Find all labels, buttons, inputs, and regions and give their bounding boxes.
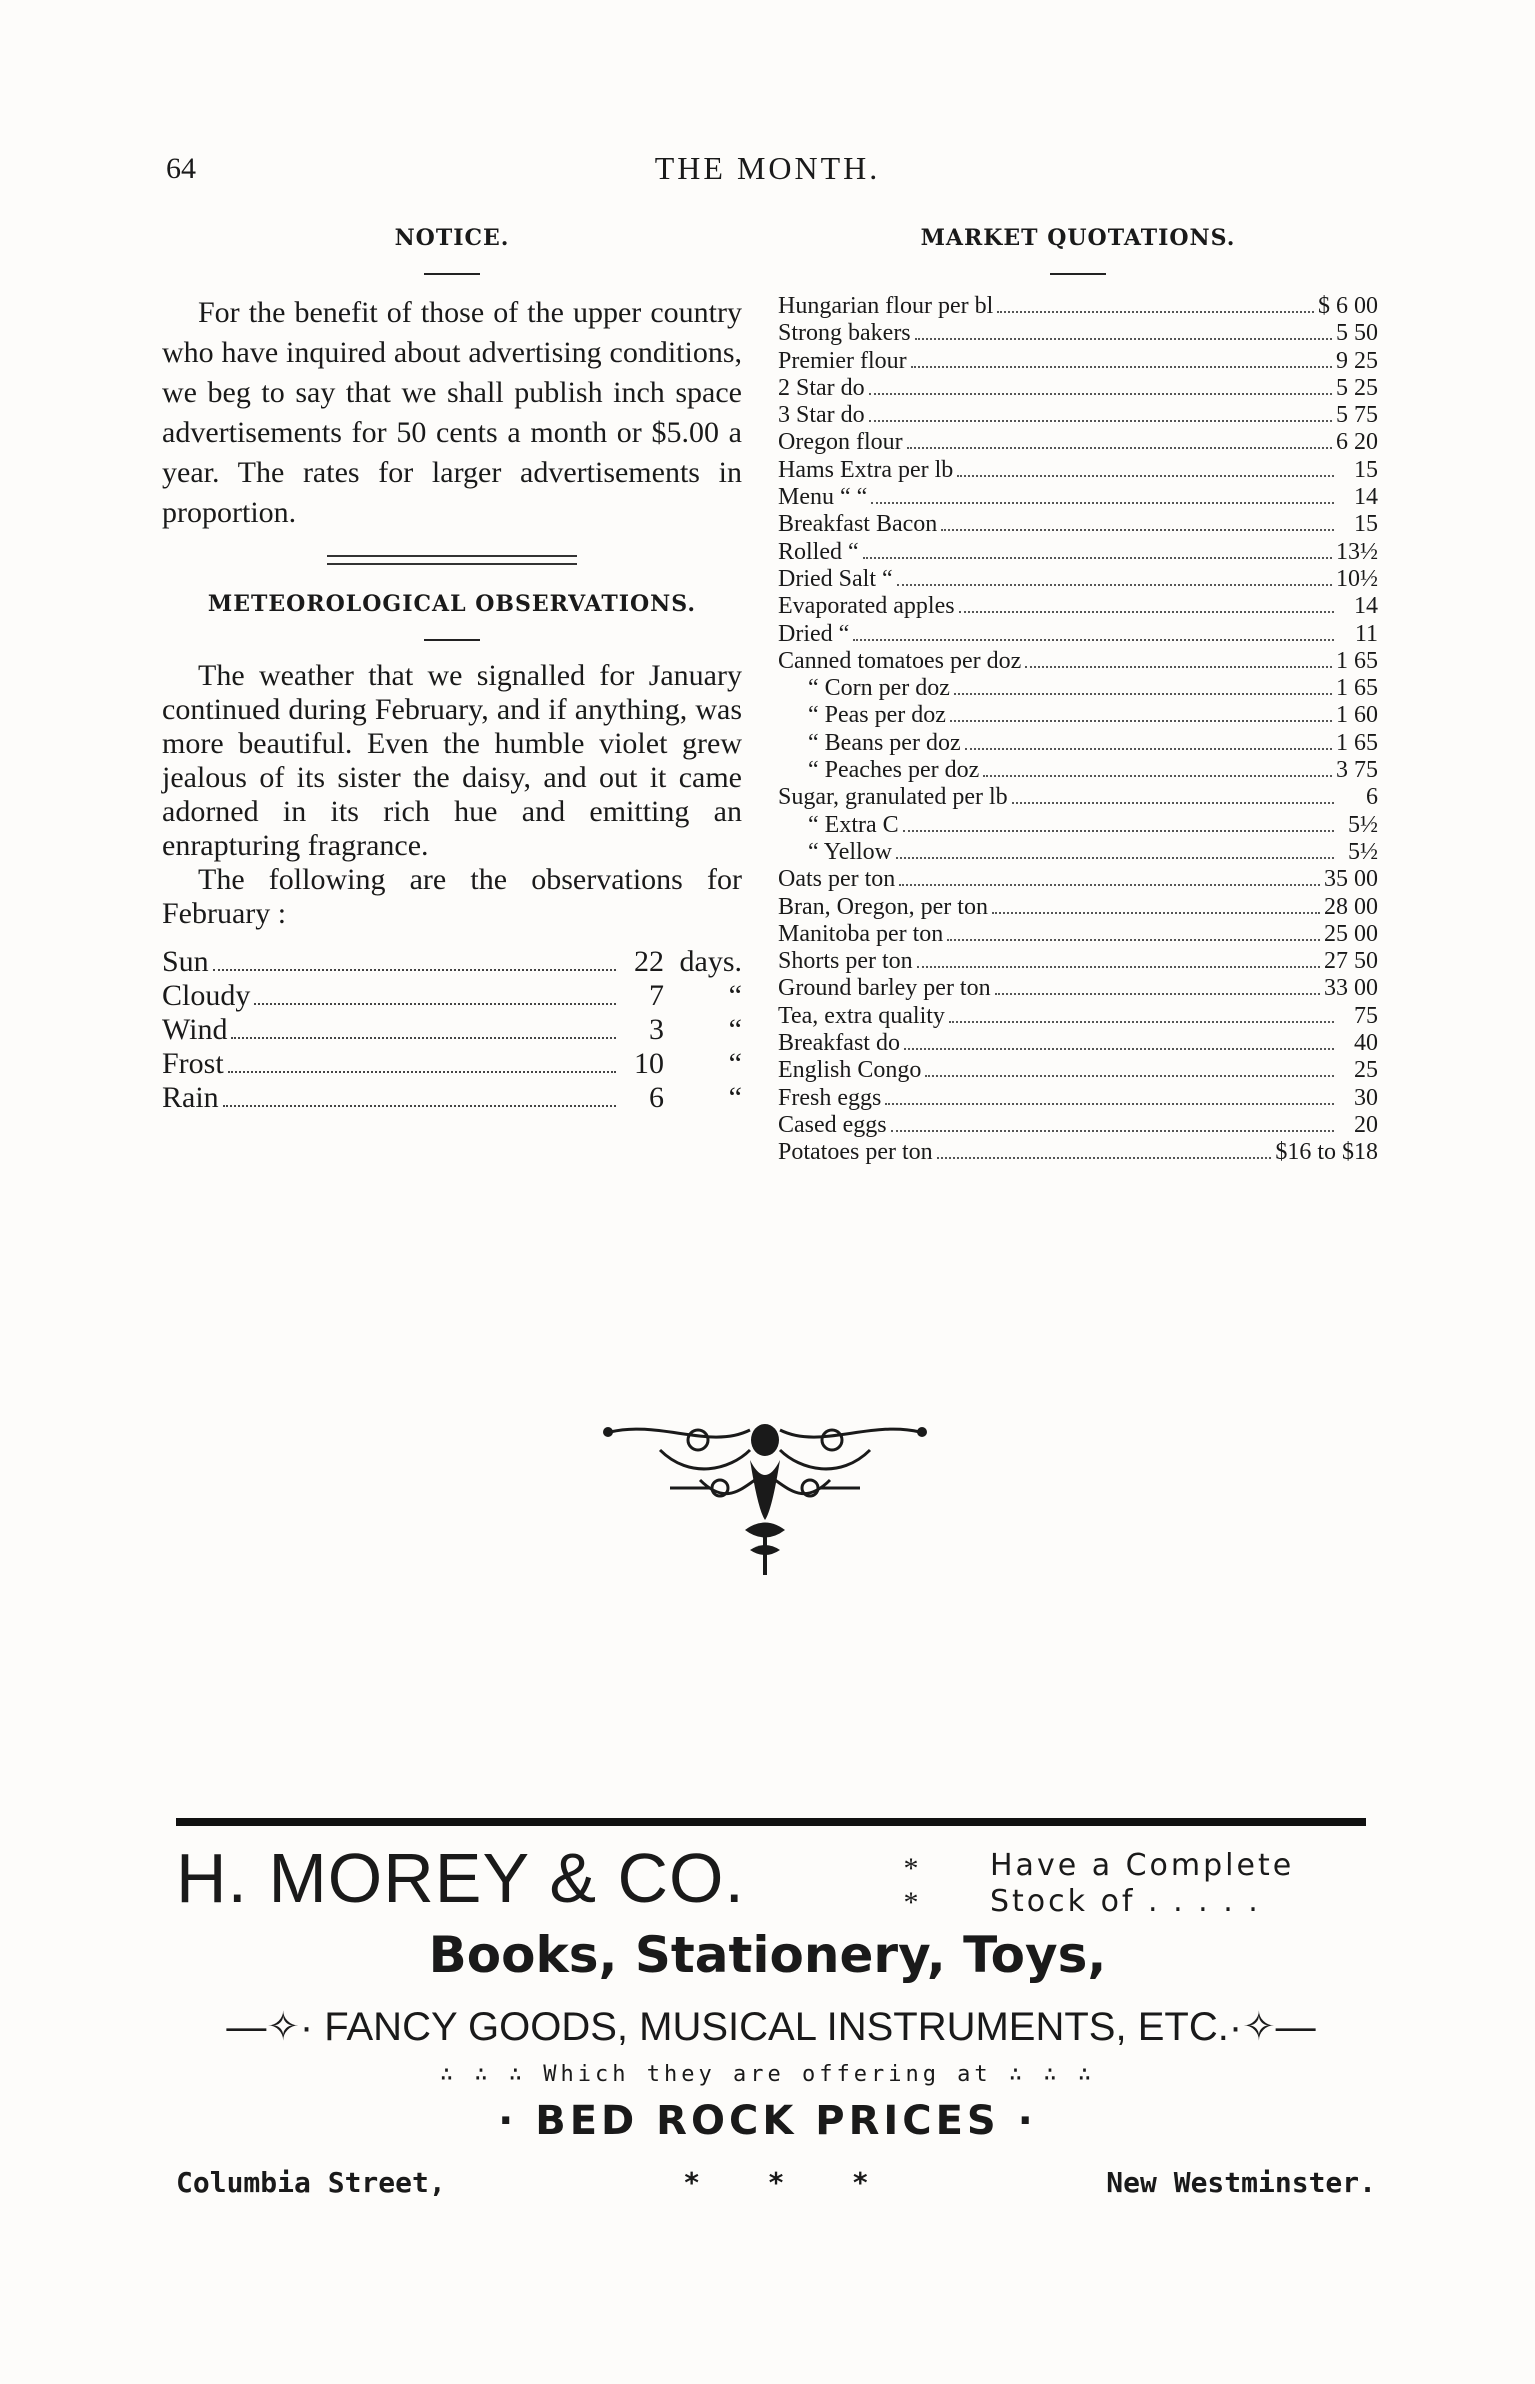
table-row — [778, 866, 1378, 893]
asterisk-icon: * * * — [683, 2166, 869, 2199]
table-row — [778, 1112, 1378, 1139]
prices-line: · BED ROCK PRICES · — [498, 2098, 1037, 2144]
table-row — [778, 621, 1378, 648]
market-heading: MARKET QUOTATIONS. — [920, 225, 1236, 251]
table-row — [778, 730, 1378, 757]
quotation-price: 6 20 — [1336, 429, 1378, 456]
quotation-price: 27 50 — [1324, 948, 1378, 975]
quotation-price: 5½ — [1348, 838, 1378, 865]
table-row — [778, 1003, 1378, 1030]
leader-dots — [885, 1103, 1334, 1105]
quotation-label: Fresh eggs — [778, 1084, 882, 1111]
quotation-price: 15 — [1354, 456, 1378, 483]
quotation-label: “ Yellow — [808, 838, 893, 865]
double-divider — [327, 555, 577, 565]
table-row — [778, 375, 1378, 402]
table-row — [778, 293, 1378, 320]
quotation-label: “ Peaches per doz — [808, 757, 980, 784]
quotation-label: Breakfast Bacon — [778, 511, 938, 538]
leader-dots — [995, 993, 1320, 995]
quotation-price: 15 — [1354, 511, 1378, 538]
address-line — [176, 2166, 1376, 2199]
table-row — [162, 1081, 742, 1115]
quotation-price: $16 to $18 — [1275, 1139, 1378, 1166]
observation-label: Cloudy — [162, 979, 251, 1012]
quotation-label: Breakfast do — [778, 1030, 900, 1057]
quotation-price: 5½ — [1348, 811, 1378, 838]
address-city: New Westminster. — [1106, 2166, 1376, 2199]
quotation-label: “ Extra C — [808, 811, 899, 838]
notice-heading: NOTICE. — [394, 225, 510, 251]
table-row — [778, 1057, 1378, 1084]
table-row — [778, 702, 1378, 729]
table-row — [778, 948, 1378, 975]
ornament-icon — [600, 1410, 930, 1580]
quotation-price: 35 00 — [1324, 866, 1378, 893]
offering-line: ∴ ∴ ∴ Which they are offering at ∴ ∴ ∴ — [439, 2062, 1096, 2087]
leader-dots — [871, 502, 1334, 504]
observation-label: Rain — [162, 1081, 219, 1114]
divider — [1050, 273, 1106, 275]
leader-dots — [899, 884, 1320, 886]
leader-dots — [863, 557, 1332, 559]
table-row — [778, 457, 1378, 484]
table-row — [778, 402, 1378, 429]
leader-dots — [1025, 666, 1332, 668]
table-row — [778, 839, 1378, 866]
leader-dots — [228, 1071, 616, 1073]
quotation-label: “ Beans per doz — [808, 729, 961, 756]
stock-line: Stock of . . . . . — [990, 1884, 1261, 1919]
table-row — [778, 1139, 1378, 1166]
table-row — [778, 566, 1378, 593]
quotation-price: 10½ — [1336, 565, 1378, 592]
leader-dots — [997, 311, 1314, 313]
table-row — [778, 1085, 1378, 1112]
market-quotations-list — [778, 293, 1378, 1167]
leader-dots — [983, 775, 1332, 777]
observation-unit: “ — [728, 1081, 742, 1114]
table-row — [778, 812, 1378, 839]
leader-dots — [907, 447, 1332, 449]
leader-dots — [992, 912, 1320, 914]
page-number: 64 — [166, 152, 196, 185]
table-row — [778, 511, 1378, 538]
quotation-label: Oats per ton — [778, 866, 896, 893]
leader-dots — [896, 857, 1334, 859]
quotation-price: 40 — [1354, 1030, 1378, 1057]
quotation-label: 3 Star do — [778, 402, 865, 429]
quotation-price: 25 00 — [1324, 920, 1378, 947]
quotation-label: Cased eggs — [778, 1111, 887, 1138]
quotation-price: 1 60 — [1336, 702, 1378, 729]
observation-value: 10 — [634, 1047, 664, 1080]
quotation-price: 75 — [1354, 1002, 1378, 1029]
table-row — [778, 757, 1378, 784]
table-row — [778, 921, 1378, 948]
running-title: THE MONTH. — [654, 150, 881, 186]
table-row — [778, 784, 1378, 811]
leader-dots — [947, 939, 1320, 941]
leader-dots — [254, 1003, 616, 1005]
leader-dots — [957, 475, 1334, 477]
leader-dots — [223, 1105, 616, 1107]
meteorological-paragraph: The weather that we signalled for January continued during February, and if anything, was more beautiful. Even the humble violet grew jealous of its sister the daisy, and out it came adorned in its rich hue and emitting an enrapturing fragrance. — [162, 659, 742, 862]
table-row — [778, 1030, 1378, 1057]
left-column — [162, 225, 742, 1115]
address-street: Columbia Street, — [176, 2166, 446, 2199]
quotation-price: 6 — [1366, 784, 1378, 811]
quotation-label: 2 Star do — [778, 374, 865, 401]
table-row — [162, 945, 742, 979]
divider — [424, 639, 480, 641]
right-column — [778, 225, 1378, 1167]
quotation-price: 5 75 — [1336, 402, 1378, 429]
stock-line: Have a Complete — [990, 1848, 1295, 1883]
table-row — [778, 429, 1378, 456]
quotation-price: 3 75 — [1336, 757, 1378, 784]
quotation-price: 28 00 — [1324, 893, 1378, 920]
divider — [424, 273, 480, 275]
table-row — [778, 484, 1378, 511]
table-row — [778, 348, 1378, 375]
quotation-label: Ground barley per ton — [778, 975, 991, 1002]
quotation-price: 25 — [1354, 1057, 1378, 1084]
leader-dots — [853, 639, 1334, 641]
quotation-label: Potatoes per ton — [778, 1139, 933, 1166]
meteorological-heading: METEOROLOGICAL OBSERVATIONS. — [207, 591, 697, 617]
leader-dots — [1012, 802, 1334, 804]
quotation-price: 1 65 — [1336, 647, 1378, 674]
quotation-price: $ 6 00 — [1318, 293, 1378, 319]
quotation-price: 20 — [1354, 1111, 1378, 1138]
observation-label: Sun — [162, 945, 209, 978]
quotation-label: Strong bakers — [778, 320, 911, 347]
meteorological-intro: The following are the observations for February : — [162, 863, 742, 930]
quotation-price: 13½ — [1336, 538, 1378, 565]
quotation-label: Shorts per ton — [778, 948, 913, 975]
leader-dots — [891, 1130, 1334, 1132]
leader-dots — [925, 1075, 1334, 1077]
quotation-price: 33 00 — [1324, 975, 1378, 1002]
leader-dots — [231, 1037, 616, 1039]
quotation-label: Canned tomatoes per doz — [778, 647, 1022, 674]
advertiser-name: H. MOREY & CO. — [176, 1839, 745, 1917]
leader-dots — [869, 393, 1332, 395]
observation-value: 7 — [649, 979, 664, 1012]
goods-line: —✧· FANCY GOODS, MUSICAL INSTRUMENTS, ETC.·✧— — [226, 2005, 1316, 2049]
quotation-price: 9 25 — [1336, 347, 1378, 374]
quotation-label: Hams Extra per lb — [778, 456, 954, 483]
table-row — [778, 320, 1378, 347]
leader-dots — [915, 338, 1332, 340]
leader-dots — [941, 529, 1334, 531]
quotation-price: 5 25 — [1336, 374, 1378, 401]
quotation-price: 1 65 — [1336, 729, 1378, 756]
table-row — [778, 675, 1378, 702]
quotation-label: Dried “ — [778, 620, 850, 647]
leader-dots — [937, 1157, 1272, 1159]
leader-dots — [965, 748, 1332, 750]
table-row — [162, 1047, 742, 1081]
leader-dots — [954, 693, 1332, 695]
quotation-label: Oregon flour — [778, 429, 903, 456]
observation-label: Frost — [162, 1047, 224, 1080]
leader-dots — [897, 584, 1332, 586]
quotation-label: Manitoba per ton — [778, 920, 944, 947]
quotation-label: Premier flour — [778, 347, 907, 374]
quotation-label: Tea, extra quality — [778, 1002, 945, 1029]
leader-dots — [903, 830, 1334, 832]
quotation-label: Dried Salt “ — [778, 565, 893, 592]
table-row — [778, 894, 1378, 921]
quotation-label: Hungarian flour per bl — [778, 293, 994, 319]
notice-text: For the benefit of those of the upper country who have inquired about advertising conditions, we beg to say that we shall publish inch space advertisements for 50 cents a month or $5.00 a year. The rates for larger advertisements in proportion. — [162, 296, 742, 529]
quotation-label: “ Peas per doz — [808, 702, 946, 729]
observation-value: 6 — [649, 1081, 664, 1114]
leader-dots — [911, 366, 1332, 368]
table-row — [778, 975, 1378, 1002]
quotation-price: 5 50 — [1336, 320, 1378, 347]
asterisk-icon: * * — [903, 1852, 919, 1919]
quotation-label: Sugar, granulated per lb — [778, 784, 1008, 811]
leader-dots — [950, 720, 1332, 722]
table-row — [162, 979, 742, 1013]
observation-value: 3 — [649, 1013, 664, 1046]
advertisement-rule — [176, 1818, 1366, 1826]
quotation-price: 1 65 — [1336, 675, 1378, 702]
table-row — [778, 648, 1378, 675]
products-line: Books, Stationery, Toys, — [428, 1926, 1107, 1984]
leader-dots — [959, 611, 1334, 613]
quotation-price: 30 — [1354, 1084, 1378, 1111]
quotation-price: 14 — [1354, 593, 1378, 620]
observation-unit: “ — [728, 1047, 742, 1080]
leader-dots — [949, 1021, 1334, 1023]
observation-unit: “ — [728, 979, 742, 1012]
leader-dots — [213, 969, 616, 971]
quotation-label: “ Corn per doz — [808, 675, 950, 702]
stock-note — [990, 1848, 1294, 1920]
quotation-price: 11 — [1354, 620, 1378, 647]
leader-dots — [917, 966, 1320, 968]
quotation-label: Rolled “ — [778, 538, 859, 565]
leader-dots — [904, 1048, 1334, 1050]
table-row — [162, 1013, 742, 1047]
quotation-price: 14 — [1354, 484, 1378, 511]
table-row — [778, 539, 1378, 566]
observation-value: 22 — [634, 945, 664, 978]
quotation-label: Bran, Oregon, per ton — [778, 893, 988, 920]
observation-unit: “ — [728, 1013, 742, 1046]
observation-label: Wind — [162, 1013, 228, 1046]
observations-table — [162, 945, 742, 1115]
quotation-label: Evaporated apples — [778, 593, 955, 620]
leader-dots — [869, 420, 1332, 422]
observation-unit: days. — [679, 945, 742, 978]
quotation-label: Menu “ “ — [778, 484, 868, 511]
quotation-label: English Congo — [778, 1057, 922, 1084]
table-row — [778, 593, 1378, 620]
